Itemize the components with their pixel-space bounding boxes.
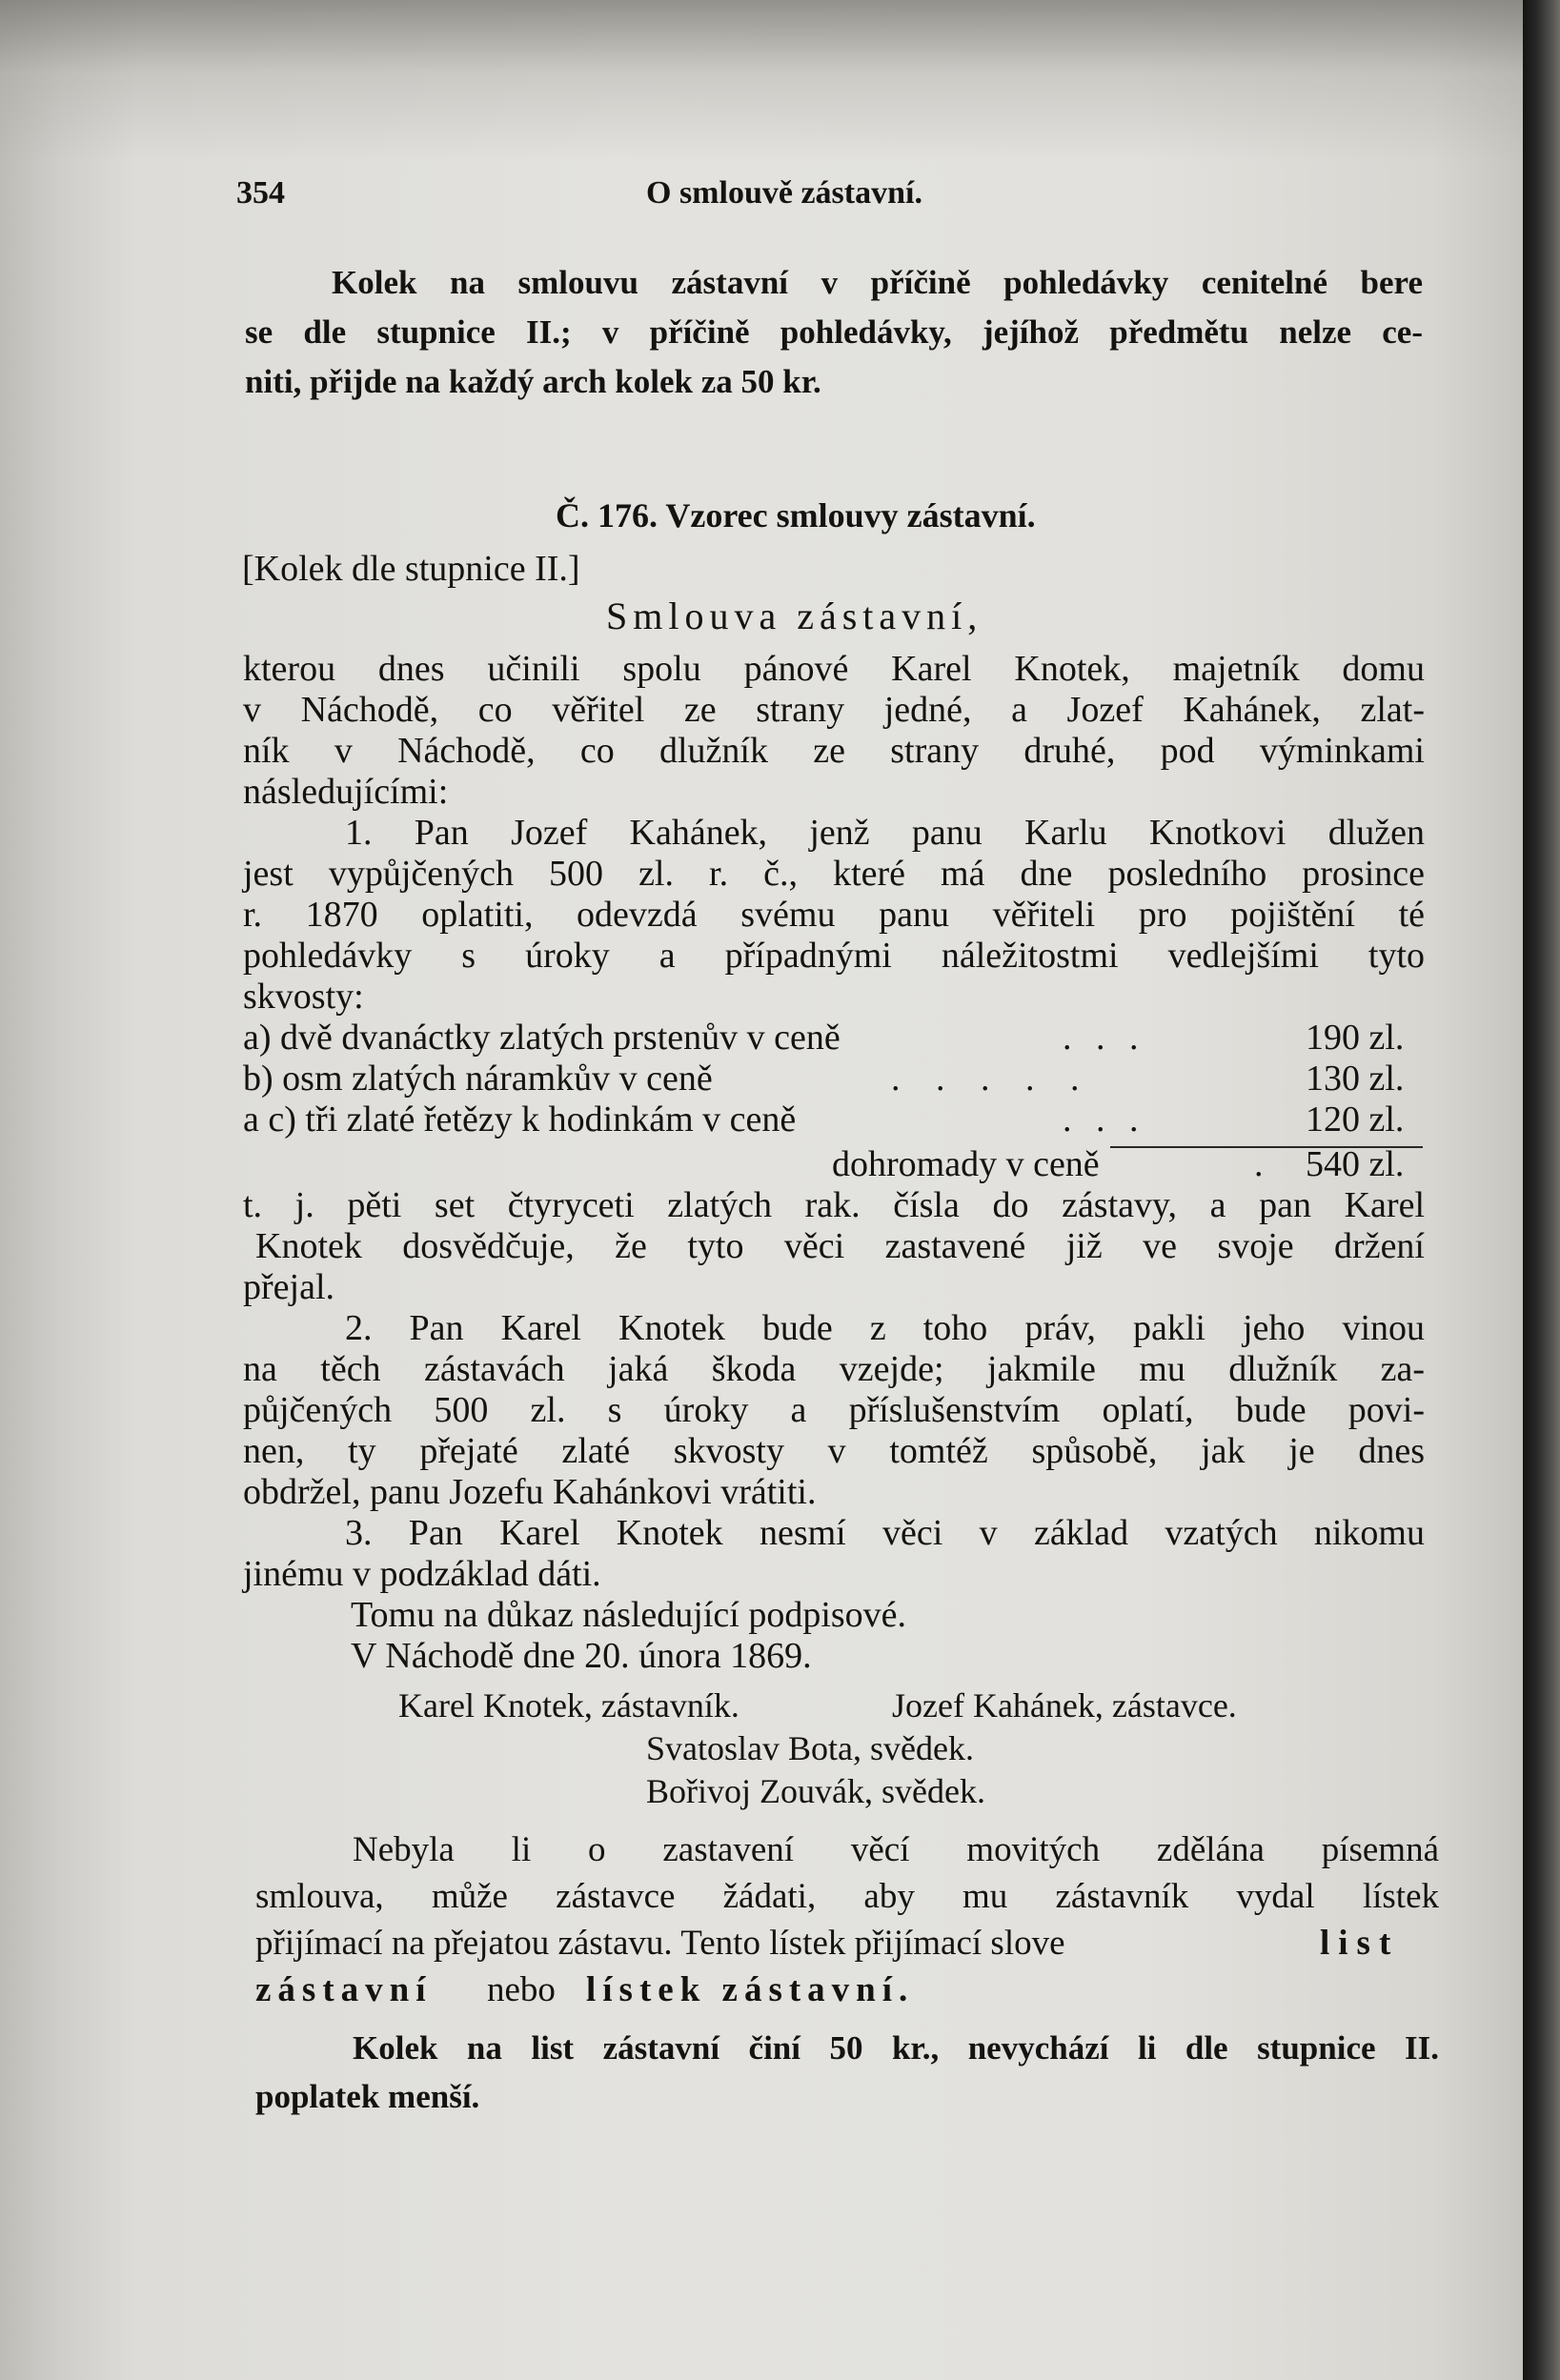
item-text: b) osm zlatých náramkův v ceně [243,1059,713,1099]
article2-line: půjčených 500 zl. s úroky a příslušenstvím oplatí, bude povi- [243,1390,1425,1430]
article1-line: pohledávky s úroky a případnými náležitostmi vedlejšími tyto [243,936,1425,976]
total-amount: 540 zl. [1306,1144,1405,1184]
preamble-line: v Náchodě, co věřitel ze strany jedné, a Jozef Kahánek, zlat- [243,690,1425,730]
signature-witness: Svatoslav Bota, svědek. [646,1729,974,1767]
article1-cont-line: Knotek dosvědčuje, že tyto věci zastavené již ve svoje držení [255,1226,1425,1266]
term-listek-zastavni: lístek zástavní. [586,1970,915,2009]
total-label: dohromady v ceně [832,1144,1100,1184]
stamp-note: [Kolek dle stupnice II.] [242,549,580,589]
article1-line: jest vypůjčených 500 zl. r. č., které má dne posledního prosince [243,854,1425,894]
item-amount: 120 zl. [1306,1099,1405,1140]
article1-line: 1. Pan Jozef Kahánek, jenž panu Karlu Knotkovi dlužen [345,813,1425,853]
article2-line: obdržel, panu Jozefu Kahánkovi vrátiti. [243,1472,817,1512]
article1-cont-line: přejal. [243,1267,335,1307]
item-dots: . . . [1063,1099,1146,1140]
article3-line: 3. Pan Karel Knotek nesmí věci v základ vzatých nikomu [345,1513,1425,1553]
signature-debtor: Jozef Kahánek, zástavce. [892,1686,1237,1724]
total-dots: . [1254,1144,1264,1184]
term-list: list [1320,1924,1400,1963]
closing-line: Tomu na důkaz následující podpisové. [351,1595,907,1635]
article1-line: r. 1870 oplatiti, odevzdá svému panu věřiteli pro pojištění té [243,895,1425,935]
item-dots: . . . . . [891,1059,1093,1099]
after-paragraph-line: přijímací na přejatou zástavu. Tento lístek přijímací slove [255,1924,1065,1963]
intro-line: niti, přijde na každý arch kolek za 50 kr. [245,363,821,400]
intro-line: se dle stupnice II.; v příčině pohledávky, jejíhož předmětu nelze ce- [245,313,1423,351]
term-zastavni: zástavní [255,1970,433,2009]
page-number: 354 [236,175,285,211]
item-amount: 190 zl. [1306,1018,1405,1058]
preamble-line: kterou dnes učinili spolu pánové Karel Knotek, majetník domu [243,649,1425,689]
running-title: O smlouvě zástavní. [646,175,922,211]
after-paragraph-line: Nebyla li o zastavení věcí movitých zdělána písemná [353,1830,1439,1869]
article1-cont-line: t. j. pěti set čtyryceti zlatých rak. čísla do zástavy, a pan Karel [243,1185,1425,1225]
article1-line: skvosty: [243,977,364,1017]
preamble-line: následujícími: [243,772,449,812]
book-spine [1523,0,1560,2380]
term-connector: nebo [487,1970,556,2009]
article2-line: nen, ty přejaté zlaté skvosty v tomtéž spůsobě, jak je dnes [243,1431,1425,1471]
article2-line: 2. Pan Karel Knotek bude z toho práv, pakli jeho vinou [345,1308,1425,1348]
preamble-line: ník v Náchodě, co dlužník ze strany druhé, pod výminkami [243,731,1425,771]
after-paragraph-line: smlouva, může zástavce žádati, aby mu zástavník vydal lístek [255,1877,1439,1916]
place-date: V Náchodě dne 20. února 1869. [351,1636,812,1676]
item-amount: 130 zl. [1306,1059,1405,1099]
item-dots: . . . [1063,1018,1146,1058]
final-paragraph-line: Kolek na list zástavní činí 50 kr., nevychází li dle stupnice II. [353,2029,1439,2067]
contract-title: Smlouva zástavní, [606,595,983,637]
intro-line: Kolek na smlouvu zástavní v příčině pohledávky cenitelné bere [332,264,1423,301]
item-text: a) dvě dvanáctky zlatých prstenův v ceně [243,1018,841,1058]
signature-witness: Bořivoj Zouvák, svědek. [646,1772,985,1810]
article2-line: na těch zástavách jaká škoda vzejde; jakmile mu dlužník za- [243,1349,1425,1389]
signature-creditor: Karel Knotek, zástavník. [398,1686,739,1724]
item-text: a c) tři zlaté řetězy k hodinkám v ceně [243,1099,797,1140]
section-heading: Č. 176. Vzorec smlouvy zástavní. [556,496,1036,534]
article3-line: jinému v podzáklad dáti. [243,1554,601,1594]
final-paragraph-line: poplatek menší. [255,2078,480,2115]
